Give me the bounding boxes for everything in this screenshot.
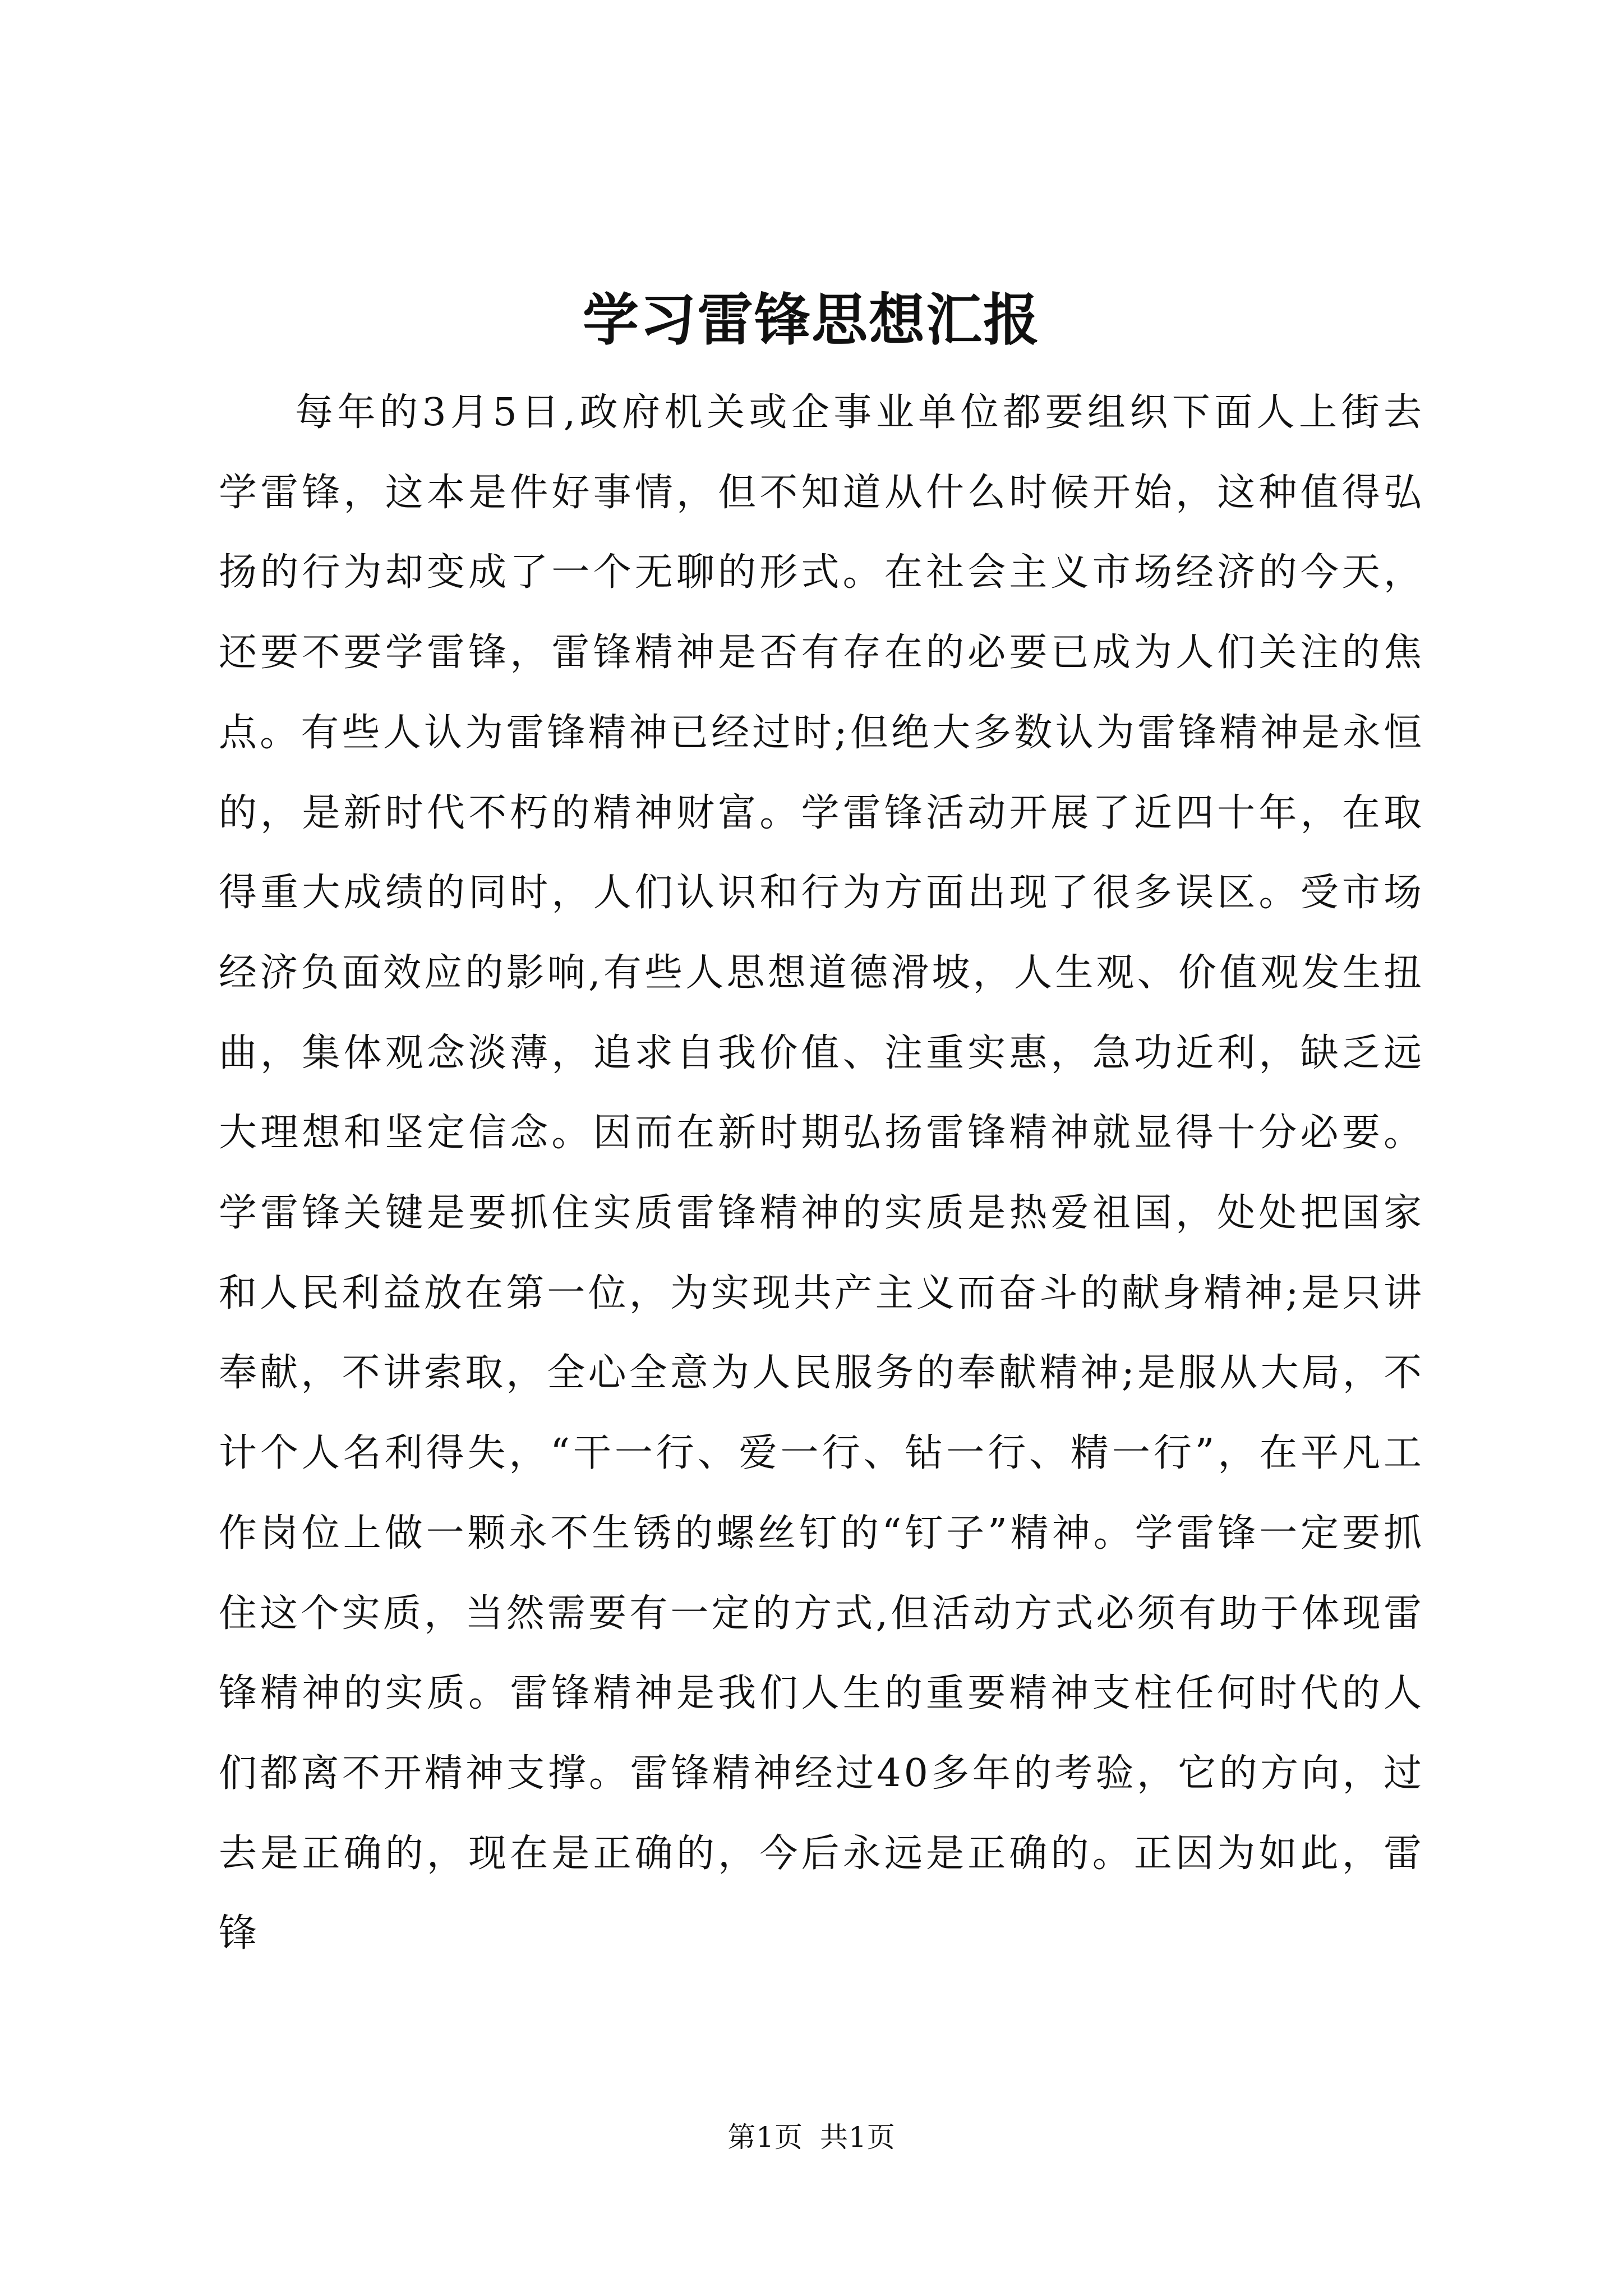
document-title: 学习雷锋思想汇报 xyxy=(583,287,1040,353)
page-number-current: 第1页 xyxy=(727,2121,803,2154)
page-footer xyxy=(0,2118,1623,2157)
page-number-total: 共1页 xyxy=(820,2121,896,2154)
document-body-paragraph: 每年的3月5日,政府机关或企事业单位都要组织下面人上街去学雷锋，这本是件好事情，但不知道从什么时候开始，这种值得弘扬的行为却变成了一个无聊的形式。在社会主义市场经济的今天，还要不要学雷锋，雷锋精神是否有存在的必要已成为人们关注的焦点。有些人认为雷锋精神已经过时;但绝大多数认为雷锋精神是永恒的，是新时代不朽的精神财富。学雷锋活动开展了近四十年，在取得重大成绩的同时，人们认识和行为方面出现了很多误区。受市场经济负面效应的影响,有些人思想道德滑坡，人生观、价值观发生扭曲，集体观念淡薄，追求自我价值、注重实惠，急功近利，缺乏远大理想和坚定信念。因而在新时期弘扬雷锋精神就显得十分必要。学雷锋关键是要抓住实质雷锋精神的实质是热爱祖国，处处把国家和人民利益放在第一位，为实现共产主义而奋斗的献身精神;是只讲奉献，不讲索取，全心全意为人民服务的奉献精神;是服从大局，不计个人名利得失，“干一行、爱一行、钻一行、精一行”，在平凡工作岗位上做一颗永不生锈的螺丝钉的“钉子”精神。学雷锋一定要抓住这个实质，当然需要有一定的方式,但活动方式必须有助于体现雷锋精神的实质。雷锋精神是我们人生的重要精神支柱任何时代的人们都离不开精神支撑。雷锋精神经过40多年的考验，它的方向，过去是正确的，现在是正确的，今后永远是正确的。正因为如此，雷锋 xyxy=(219,390,1424,1956)
